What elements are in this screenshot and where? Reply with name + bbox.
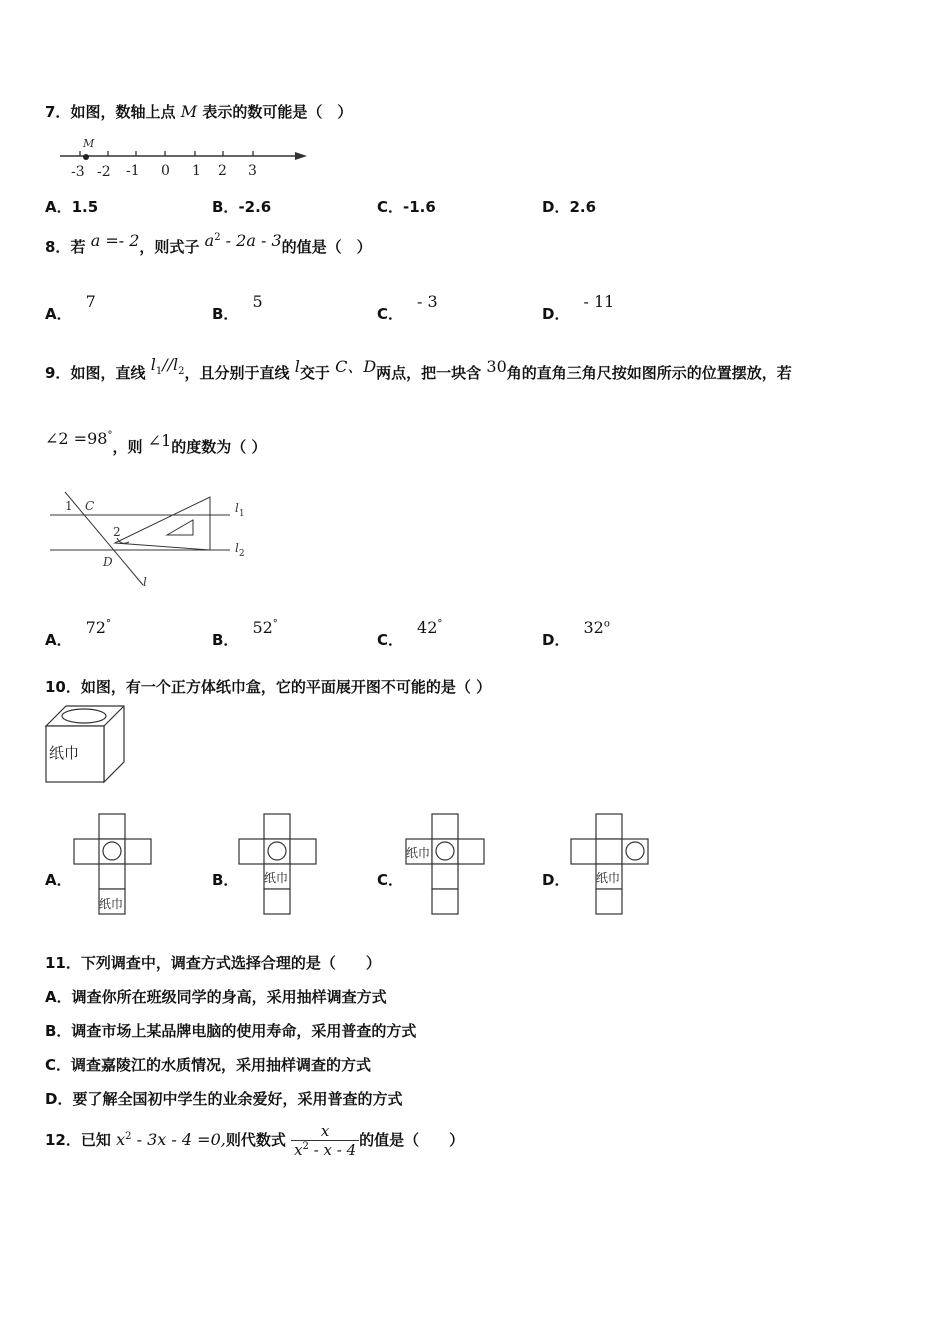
q9-figure	[45, 490, 265, 600]
q9-option-d[interactable]	[542, 618, 610, 650]
q7-point-label: M	[83, 137, 95, 150]
q7-number: 7．	[45, 103, 71, 121]
option-label: B．	[212, 631, 239, 649]
degree-sign: °	[107, 430, 113, 441]
net-c[interactable]	[405, 813, 487, 916]
q8-expr-base: a	[204, 231, 215, 250]
net-face-label: 纸巾	[406, 846, 431, 860]
q9-line-l: l	[294, 357, 300, 376]
q12-fraction	[291, 1122, 359, 1159]
fig-label-c: C	[85, 499, 95, 513]
fig-label-l: l	[143, 575, 147, 589]
q7-option-c[interactable]	[377, 196, 436, 217]
den-exp: 2	[302, 1141, 309, 1152]
q9-text: 的度数为（ ）	[171, 438, 267, 456]
option-value: -1.6	[403, 198, 436, 216]
degree-sign: o	[603, 618, 610, 630]
q9-given-angle	[45, 430, 112, 448]
q11-option-a[interactable]: A．调查你所在班级同学的身高，采用抽样调查方式	[45, 988, 387, 1006]
q8-option-c[interactable]	[377, 292, 438, 324]
q11-option-b[interactable]: B．调查市场上某品牌电脑的使用寿命，采用普查的方式	[45, 1022, 417, 1040]
fig-label-l2: $l_2$	[235, 541, 245, 559]
q11-option-d[interactable]: D．要了解全国初中学生的业余爱好，采用普查的方式	[45, 1090, 403, 1108]
q7-tick-label: -2	[97, 164, 111, 180]
value: 32	[583, 618, 604, 637]
q12-text: 的值是（ ）	[359, 1131, 465, 1149]
q7-tick-label: -3	[71, 164, 85, 180]
q11-stem: 11．下列调查中，调查方式选择合理的是（ ）	[45, 954, 381, 972]
option-label: A．	[45, 198, 72, 216]
q8-option-b[interactable]	[212, 292, 263, 324]
triangle-ruler-inner	[167, 520, 193, 535]
q7-tick-label: 3	[248, 163, 257, 179]
q7-var: M	[180, 102, 198, 121]
q9-text: 交于	[299, 364, 330, 382]
q9-option-a[interactable]	[45, 618, 111, 650]
tissue-box-figure	[44, 704, 129, 786]
option-value: -2.6	[238, 198, 272, 216]
angle-2: ∠2 =98	[45, 429, 108, 448]
q8-stem	[45, 231, 372, 257]
option-value: 5	[252, 292, 263, 311]
l1: l	[150, 355, 156, 374]
q7-tick-label: 0	[161, 163, 170, 179]
option-label: A．	[45, 305, 72, 323]
q7-option-a[interactable]	[45, 196, 98, 217]
q9-text: 如图，直线	[70, 364, 146, 382]
q8-expr-rest: - 2a - 3	[220, 231, 282, 250]
option-label: D．	[542, 871, 570, 889]
value: 72	[85, 618, 106, 637]
q8-expression	[205, 232, 282, 250]
opening-circle	[436, 842, 454, 860]
option-label: B．	[212, 198, 239, 216]
option-value	[252, 618, 277, 637]
fraction-numerator: x	[291, 1122, 359, 1141]
q8-condition: a =- 2	[90, 231, 140, 250]
fig-label-l1: $l_1$	[235, 501, 245, 519]
q9-text: ，且分别于直线	[184, 364, 290, 382]
q9-points: C、D	[335, 357, 377, 376]
option-label: D．	[542, 198, 570, 216]
triangle-ruler	[115, 497, 210, 550]
q10-option-b[interactable]	[212, 869, 238, 890]
fraction-denominator	[291, 1141, 359, 1159]
tissue-opening	[62, 709, 106, 723]
value: 42	[417, 618, 438, 637]
q8-option-a[interactable]	[45, 292, 96, 324]
q12-text: 则代数式	[225, 1131, 286, 1149]
q12-equation	[116, 1131, 226, 1149]
option-value: 7	[85, 292, 96, 311]
net-face-label: 纸巾	[99, 897, 124, 911]
q10-option-a[interactable]	[45, 869, 72, 890]
q9-text: ，则	[112, 438, 143, 456]
fig-label-d: D	[103, 555, 113, 569]
option-value: 1.5	[71, 198, 99, 216]
option-value	[86, 618, 111, 637]
q9-stem-line2	[45, 429, 267, 457]
net-d[interactable]	[570, 813, 650, 916]
option-label: A．	[45, 631, 72, 649]
q10-option-d[interactable]	[542, 869, 569, 890]
l2: l	[172, 355, 179, 374]
q7-point-m	[83, 154, 89, 160]
fig-label-2: 2	[113, 525, 121, 539]
q9-angle-30: 30	[486, 357, 507, 376]
q7-tick-label: 1	[192, 163, 201, 179]
q7-stem	[45, 101, 352, 122]
q10-option-c[interactable]	[377, 869, 403, 890]
q7-tick-label: 2	[218, 163, 227, 179]
option-label: C．	[377, 871, 404, 889]
q9-text: 角的直角三角尺按如图所示的位置摆放，若	[506, 364, 792, 382]
opening-circle	[103, 842, 121, 860]
q7-option-d[interactable]	[542, 196, 596, 217]
q7-text-after: 表示的数可能是（ ）	[202, 103, 353, 121]
den-base: x	[294, 1141, 303, 1159]
q7-number-line	[55, 133, 325, 181]
q12-stem	[45, 1122, 464, 1159]
option-label: D．	[542, 631, 570, 649]
option-value	[583, 618, 609, 637]
option-label: C．	[377, 631, 404, 649]
degree-sign: °	[105, 618, 111, 630]
q12-number: 12．	[45, 1131, 81, 1149]
q8-expr-exp: 2	[214, 232, 221, 243]
net-face-label: 纸巾	[596, 871, 621, 885]
value: 52	[252, 618, 273, 637]
q8-number: 8．	[45, 238, 71, 256]
q11-option-c[interactable]: C．调查嘉陵江的水质情况，采用抽样调查的方式	[45, 1056, 372, 1074]
angle-1: ∠1	[147, 431, 172, 450]
option-value: 2.6	[569, 198, 597, 216]
l1-sub: 1	[155, 366, 163, 377]
eq-exp: 2	[125, 1131, 132, 1142]
q9-option-c[interactable]	[377, 618, 443, 650]
degree-sign: °	[437, 618, 443, 630]
line-l	[65, 492, 143, 585]
q8-text: 的值是（ ）	[281, 238, 372, 256]
option-label: C．	[377, 305, 404, 323]
q7-option-b[interactable]	[212, 196, 271, 217]
q9-stem-line1	[45, 355, 792, 385]
q7-text-before: 如图，数轴上点	[70, 103, 176, 121]
option-value: - 11	[583, 292, 615, 311]
option-label: D．	[542, 305, 570, 323]
q8-text: ，则式子	[139, 238, 200, 256]
degree-sign: °	[272, 618, 278, 630]
q8-option-d[interactable]	[542, 292, 615, 324]
q10-stem: 10．如图，有一个正方体纸巾盒，它的平面展开图不可能的是（ ）	[45, 678, 492, 696]
opening-circle	[268, 842, 286, 860]
net-face-label: 纸巾	[264, 871, 289, 885]
option-value	[417, 618, 442, 637]
l2-sub: 2	[178, 366, 185, 377]
eq-base: x	[116, 1130, 126, 1149]
q9-text: 两点，把一块含	[376, 364, 482, 382]
q9-parallel-lines	[150, 355, 185, 377]
net-a[interactable]	[73, 813, 153, 916]
q8-text: 若	[70, 238, 86, 256]
option-label: C．	[377, 198, 404, 216]
option-value: - 3	[417, 292, 438, 311]
den-rest: - x - 4	[308, 1141, 357, 1159]
fig-label-1: 1	[65, 499, 73, 513]
opening-circle	[626, 842, 644, 860]
net-b[interactable]	[238, 813, 318, 916]
q7-tick-label: -1	[126, 163, 140, 179]
q12-text: 已知	[80, 1131, 111, 1149]
parallel-sign: //	[162, 355, 173, 374]
option-label: B．	[212, 305, 239, 323]
q9-number: 9．	[45, 364, 71, 382]
q9-option-b[interactable]	[212, 618, 278, 650]
eq-rest: - 3x - 4 =0,	[131, 1130, 226, 1149]
box-label: 纸巾	[49, 744, 80, 762]
option-label: A．	[45, 871, 72, 889]
option-label: B．	[212, 871, 239, 889]
